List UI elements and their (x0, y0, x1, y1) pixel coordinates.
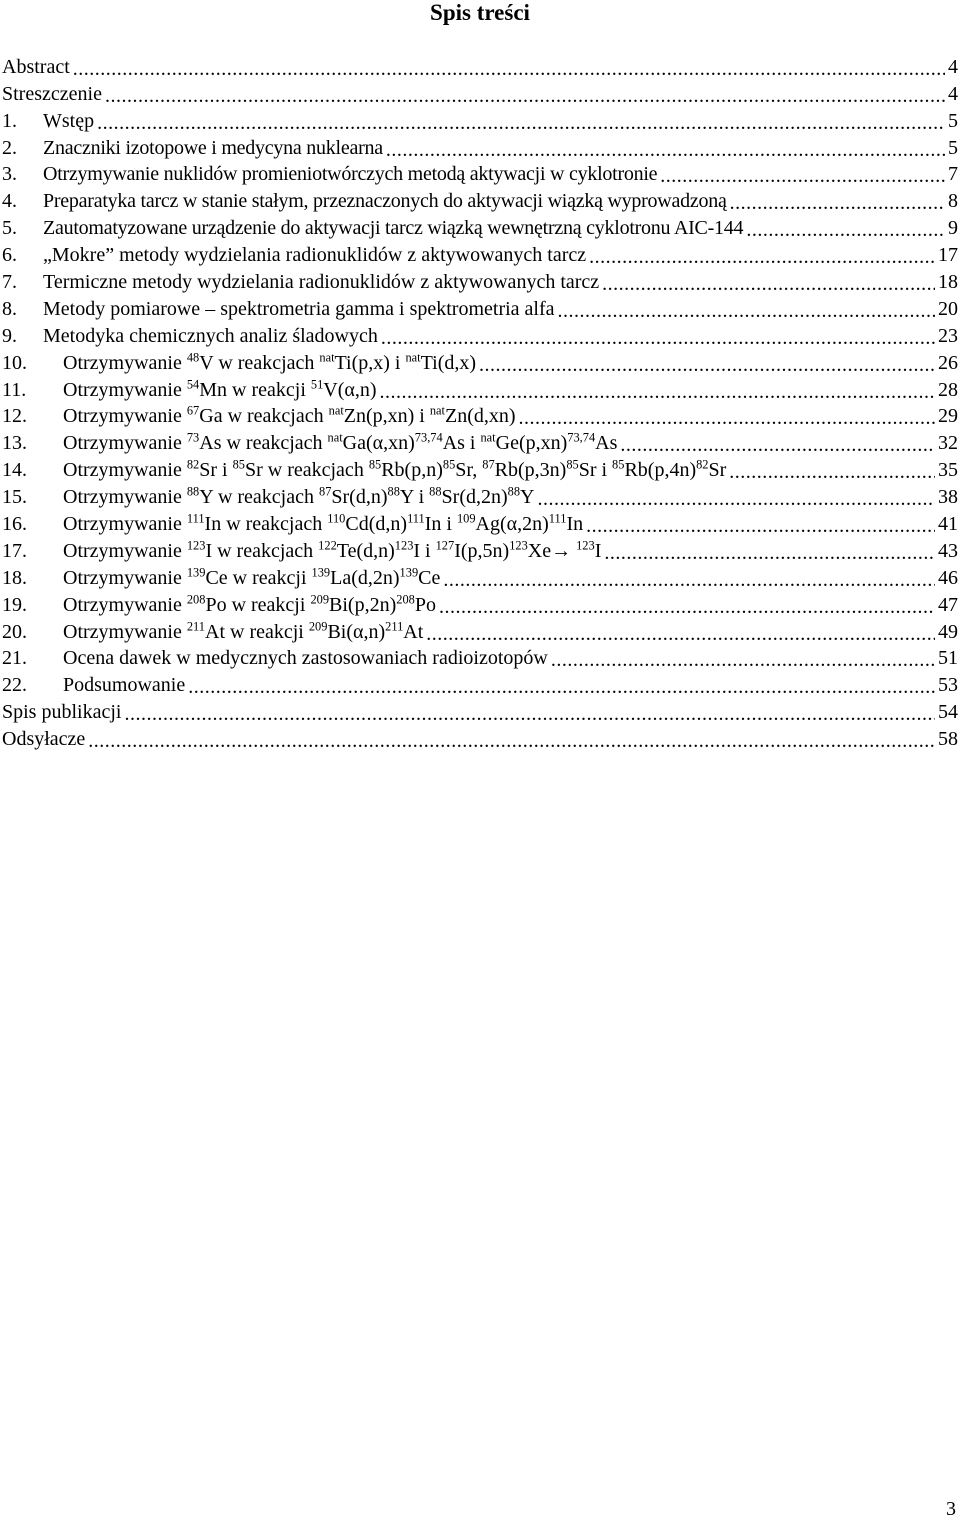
toc-entry-number: 16. (2, 513, 27, 536)
label-text: Otrzymywanie (63, 378, 187, 401)
toc-entry[interactable] (2, 724, 958, 751)
label-text: As w reakcjach (199, 432, 328, 455)
toc-entry-number: 11. (2, 378, 27, 401)
label-text: Y w reakcjach (199, 486, 319, 509)
label-text: I i (413, 539, 436, 562)
isotope-superscript: 54 (186, 376, 200, 391)
dot-leader (426, 624, 935, 644)
isotope-superscript: 123 (394, 538, 414, 553)
label-text: Sr, (455, 459, 483, 482)
label-text: Otrzymywanie (63, 513, 187, 536)
toc-entry-page: 29 (938, 405, 958, 428)
toc-entry[interactable] (2, 267, 958, 294)
isotope-superscript: 51 (310, 376, 324, 391)
dot-leader (188, 677, 935, 697)
toc-entry-page: 5 (948, 109, 958, 132)
toc-entry[interactable] (2, 455, 958, 482)
label-text: Sr w reakcjach (244, 459, 369, 482)
toc-entry-number: 7. (2, 271, 17, 294)
toc-entry-page: 7 (948, 163, 958, 186)
label-text: I(p,5n) (454, 539, 510, 562)
isotope-superscript: 73 (186, 430, 200, 445)
label-text: At (403, 620, 424, 643)
toc-entry[interactable] (2, 160, 958, 187)
toc-entry-number: 3. (2, 163, 17, 186)
dot-leader (380, 382, 935, 402)
dot-leader (586, 516, 935, 536)
toc-entry-label (63, 352, 476, 375)
toc-entry[interactable] (2, 402, 958, 429)
dot-leader (604, 543, 935, 563)
label-text: Ga(α,xn) (342, 432, 415, 455)
toc-entry-label: Zautomatyzowane urządzenie do aktywacji tarcz wiązką wewnętrzną cyklotronu AIC-144 (43, 217, 744, 240)
toc-entry[interactable] (2, 563, 958, 590)
isotope-superscript: nat (405, 350, 421, 364)
toc-entry-number: 20. (2, 620, 27, 643)
label-text: Otrzymywanie (63, 566, 187, 589)
dot-leader (730, 193, 945, 213)
dot-leader (105, 86, 945, 106)
toc-entry[interactable] (2, 133, 958, 160)
isotope-superscript: 111 (186, 511, 205, 526)
isotope-superscript: 85 (442, 457, 456, 472)
isotope-superscript: nat (328, 403, 344, 418)
toc-entry-label: Preparatyka tarcz w stanie stałym, przeznaczonych do aktywacji wiązką wyprowadzoną (43, 190, 727, 213)
toc-entry-label (63, 459, 726, 482)
toc-entry-number: 14. (2, 459, 27, 482)
dot-leader (386, 140, 945, 160)
label-text: Rb(p,4n) (624, 459, 697, 482)
toc-entry[interactable] (2, 617, 958, 644)
label-text: Sr(d,2n) (441, 486, 508, 509)
toc-entry-page: 8 (948, 190, 958, 213)
dot-leader (729, 462, 935, 482)
label-text: Xe→ (527, 539, 577, 562)
toc-entry-number: 1. (2, 109, 17, 132)
label-text: Po w reakcji (205, 593, 311, 616)
isotope-superscript: 109 (456, 511, 476, 526)
label-text: Te(d,n) (336, 539, 395, 562)
isotope-superscript: nat (429, 403, 445, 418)
label-text: Y i (399, 486, 430, 509)
toc-entry[interactable] (2, 240, 958, 267)
label-text: La(d,2n) (330, 566, 400, 589)
dot-leader (746, 220, 945, 240)
isotope-superscript: 111 (407, 511, 425, 526)
label-text: Otrzymywanie (63, 459, 187, 482)
toc-entry-label: Wstęp (43, 109, 95, 132)
toc-entry-label: Metody pomiarowe – spektrometria gamma i spektrometria alfa (43, 297, 555, 320)
toc-entry[interactable] (2, 590, 958, 617)
label-text: Ge(p,xn) (495, 432, 568, 455)
label-text: In w reakcjach (204, 513, 328, 536)
label-text: Zn(d,xn) (445, 405, 516, 428)
toc-entry-number: 21. (2, 647, 27, 670)
toc-entry[interactable] (2, 106, 958, 133)
isotope-superscript: 139 (186, 565, 206, 580)
toc-entry-page: 49 (938, 620, 958, 643)
isotope-superscript: 208 (186, 592, 206, 607)
dot-leader (589, 247, 935, 267)
toc-entry-label: Odsyłacze (2, 728, 86, 751)
toc-entry-page: 58 (938, 728, 958, 751)
label-text: Otrzymywanie (63, 539, 187, 562)
isotope-superscript: 123 (509, 538, 528, 553)
label-text: As i (442, 432, 481, 455)
isotope-superscript: 87 (482, 457, 495, 472)
label-text: Po (414, 593, 436, 616)
label-text: I (594, 539, 602, 562)
toc-entry-page: 38 (938, 486, 958, 509)
toc-entry-label: Otrzymywanie nuklidów promieniotwórczych metodą aktywacji w cyklotronie (43, 163, 658, 186)
label-text: Ce w reakcji (205, 566, 312, 589)
isotope-superscript: 88 (387, 484, 400, 499)
dot-leader (660, 166, 945, 186)
label-text: Ti(d,x) (420, 351, 477, 374)
label-text: Otrzymywanie (63, 620, 187, 643)
label-text: Sr(d,n) (331, 486, 388, 509)
toc-entry-page: 20 (938, 297, 958, 320)
label-text: Ti(p,x) i (334, 351, 406, 374)
label-text: In (566, 513, 584, 536)
dot-leader (479, 355, 935, 375)
isotope-superscript: nat (319, 350, 335, 364)
toc-entry-label (63, 594, 436, 617)
isotope-superscript: 122 (318, 538, 337, 553)
toc-entry-number: 18. (2, 566, 27, 589)
isotope-superscript: 211 (385, 618, 404, 633)
dot-leader (519, 408, 935, 428)
label-text: Bi(α,n) (327, 620, 386, 643)
toc-entry-page: 47 (938, 593, 958, 616)
toc-entry-page: 53 (938, 674, 958, 697)
label-text: In i (424, 513, 457, 536)
toc-entry-number: 4. (2, 190, 17, 213)
isotope-superscript: 139 (311, 565, 331, 580)
toc-entry-label (63, 376, 377, 402)
toc-entry-label (63, 540, 601, 563)
toc-entry-label: Termiczne metody wydzielania radionuklidów z aktywowanych tarcz (43, 271, 600, 294)
toc-entry-label: Spis publikacji (2, 701, 122, 724)
toc-entry-number: 6. (2, 244, 17, 267)
toc-entry-number: 8. (2, 297, 17, 320)
label-text: I w reakcjach (205, 539, 319, 562)
toc-entry-label: Streszczenie (2, 82, 102, 105)
isotope-superscript: 123 (576, 538, 595, 553)
label-text: V w reakcjach (199, 351, 320, 374)
label-text: Cd(d,n) (345, 513, 408, 536)
dot-leader (538, 489, 936, 509)
label-text: Ag(α,2n) (475, 513, 549, 536)
label-text: Ga w reakcjach (199, 405, 329, 428)
toc-entry[interactable] (2, 697, 958, 724)
toc-entry-page: 23 (938, 324, 958, 347)
label-text: Otrzymywanie (63, 486, 187, 509)
toc-entry-page: 35 (938, 459, 958, 482)
isotope-superscript: 88 (429, 484, 442, 499)
toc-entry-number: 19. (2, 593, 27, 616)
label-text: Sr i (578, 459, 613, 482)
isotope-superscript: 85 (612, 457, 625, 472)
toc-entry-label: Ocena dawek w medycznych zastosowaniach radioizotopów (63, 647, 548, 670)
isotope-superscript: 209 (308, 618, 328, 633)
label-text: Mn w reakcji (199, 378, 311, 401)
table-of-contents (2, 52, 958, 751)
dot-leader (73, 59, 945, 79)
toc-entry-page: 9 (948, 217, 958, 240)
isotope-superscript: 85 (232, 457, 245, 472)
label-text: Zn(p,xn) i (343, 405, 430, 428)
isotope-superscript: 85 (566, 457, 579, 472)
toc-entry-number: 2. (2, 136, 17, 159)
isotope-superscript: 211 (186, 618, 205, 633)
isotope-superscript: 48 (186, 350, 200, 364)
toc-entry-number: 5. (2, 217, 17, 240)
label-text: Otrzymywanie (63, 432, 187, 455)
toc-entry-label (63, 513, 583, 536)
toc-entry-number: 13. (2, 432, 27, 455)
toc-entry-page: 46 (938, 566, 958, 589)
toc-entry[interactable] (2, 348, 958, 375)
toc-entry-label: Abstract (2, 55, 70, 78)
isotope-superscript: 73,74 (414, 430, 443, 445)
isotope-superscript: 110 (327, 511, 346, 526)
toc-entry-number: 10. (2, 351, 27, 374)
page-number: 3 (946, 1498, 956, 1520)
isotope-superscript: nat (327, 430, 343, 445)
toc-entry-page: 26 (938, 351, 958, 374)
isotope-superscript: 87 (319, 484, 332, 499)
isotope-superscript: 123 (186, 538, 206, 553)
isotope-superscript: 82 (186, 457, 200, 472)
toc-entry[interactable] (2, 79, 958, 106)
toc-entry-page: 5 (948, 136, 958, 159)
toc-entry[interactable] (2, 52, 958, 79)
label-text: Otrzymywanie (63, 351, 187, 374)
toc-entry-label: Podsumowanie (63, 674, 186, 697)
toc-entry-label: Metodyka chemicznych analiz śladowych (43, 324, 378, 347)
toc-entry-page: 4 (948, 55, 958, 78)
toc-entry-page: 17 (938, 244, 958, 267)
toc-entry[interactable] (2, 536, 958, 563)
toc-entry-number: 17. (2, 539, 27, 562)
isotope-superscript: 85 (368, 457, 382, 472)
label-text: Otrzymywanie (63, 405, 187, 428)
isotope-superscript: 88 (507, 484, 521, 499)
label-text: Otrzymywanie (63, 593, 187, 616)
toc-entry[interactable] (2, 186, 958, 213)
label-text: Rb(p,n) (381, 459, 443, 482)
isotope-superscript: 73,74 (567, 430, 596, 445)
toc-entry[interactable] (2, 375, 958, 402)
toc-entry-page: 41 (938, 513, 958, 536)
toc-entry-number: 15. (2, 486, 27, 509)
toc-entry-label (63, 405, 516, 428)
dot-leader (124, 704, 935, 724)
dot-leader (602, 274, 935, 294)
isotope-superscript: 209 (310, 592, 330, 607)
toc-entry-page: 18 (938, 271, 958, 294)
toc-entry[interactable] (2, 482, 958, 509)
dot-leader (88, 731, 935, 751)
label-text: Sr (708, 459, 727, 482)
toc-entry-label: „Mokre” metody wydzielania radionuklidów z aktywowanych tarcz (43, 244, 587, 267)
label-text: Sr i (199, 459, 233, 482)
label-text: At w reakcji (205, 620, 309, 643)
toc-entry-label (63, 486, 535, 509)
label-text: Ce (418, 566, 441, 589)
isotope-superscript: 67 (186, 403, 200, 418)
toc-entry-page: 51 (938, 647, 958, 670)
toc-entry-page: 28 (938, 378, 958, 401)
toc-entry[interactable] (2, 428, 958, 455)
label-text: Y (520, 486, 535, 509)
label-text: V(α,n) (323, 378, 377, 401)
dot-leader (439, 597, 935, 617)
toc-entry-label: Znaczniki izotopowe i medycyna nuklearna (43, 136, 383, 159)
toc-entry[interactable] (2, 213, 958, 240)
toc-entry[interactable] (2, 644, 958, 671)
isotope-superscript: nat (480, 430, 496, 445)
isotope-superscript: 127 (435, 538, 455, 553)
toc-entry[interactable] (2, 670, 958, 697)
label-text: Rb(p,3n) (494, 459, 567, 482)
toc-entry-label (63, 618, 424, 644)
label-text: Bi(p,2n) (329, 593, 397, 616)
dot-leader (620, 435, 935, 455)
toc-entry[interactable] (2, 294, 958, 321)
dot-leader (443, 570, 935, 590)
toc-entry-number: 12. (2, 405, 27, 428)
dot-leader (97, 113, 945, 133)
toc-entry-page: 54 (938, 701, 958, 724)
isotope-superscript: 208 (396, 592, 415, 607)
dot-leader (551, 650, 935, 670)
toc-entry-number: 22. (2, 674, 27, 697)
label-text: As (595, 432, 618, 455)
dot-leader (381, 328, 935, 348)
toc-entry-label (63, 432, 617, 455)
toc-entry-page: 4 (948, 82, 958, 105)
toc-entry[interactable] (2, 321, 958, 348)
toc-entry-page: 43 (938, 539, 958, 562)
toc-entry-label (63, 567, 440, 590)
toc-entry-number: 9. (2, 324, 17, 347)
isotope-superscript: 139 (399, 565, 419, 580)
isotope-superscript: 88 (186, 484, 200, 499)
page-title: Spis treści (430, 0, 530, 25)
isotope-superscript: 82 (696, 457, 709, 472)
dot-leader (558, 301, 935, 321)
toc-entry-page: 32 (938, 432, 958, 455)
isotope-superscript: 111 (548, 511, 567, 526)
toc-entry[interactable] (2, 509, 958, 536)
